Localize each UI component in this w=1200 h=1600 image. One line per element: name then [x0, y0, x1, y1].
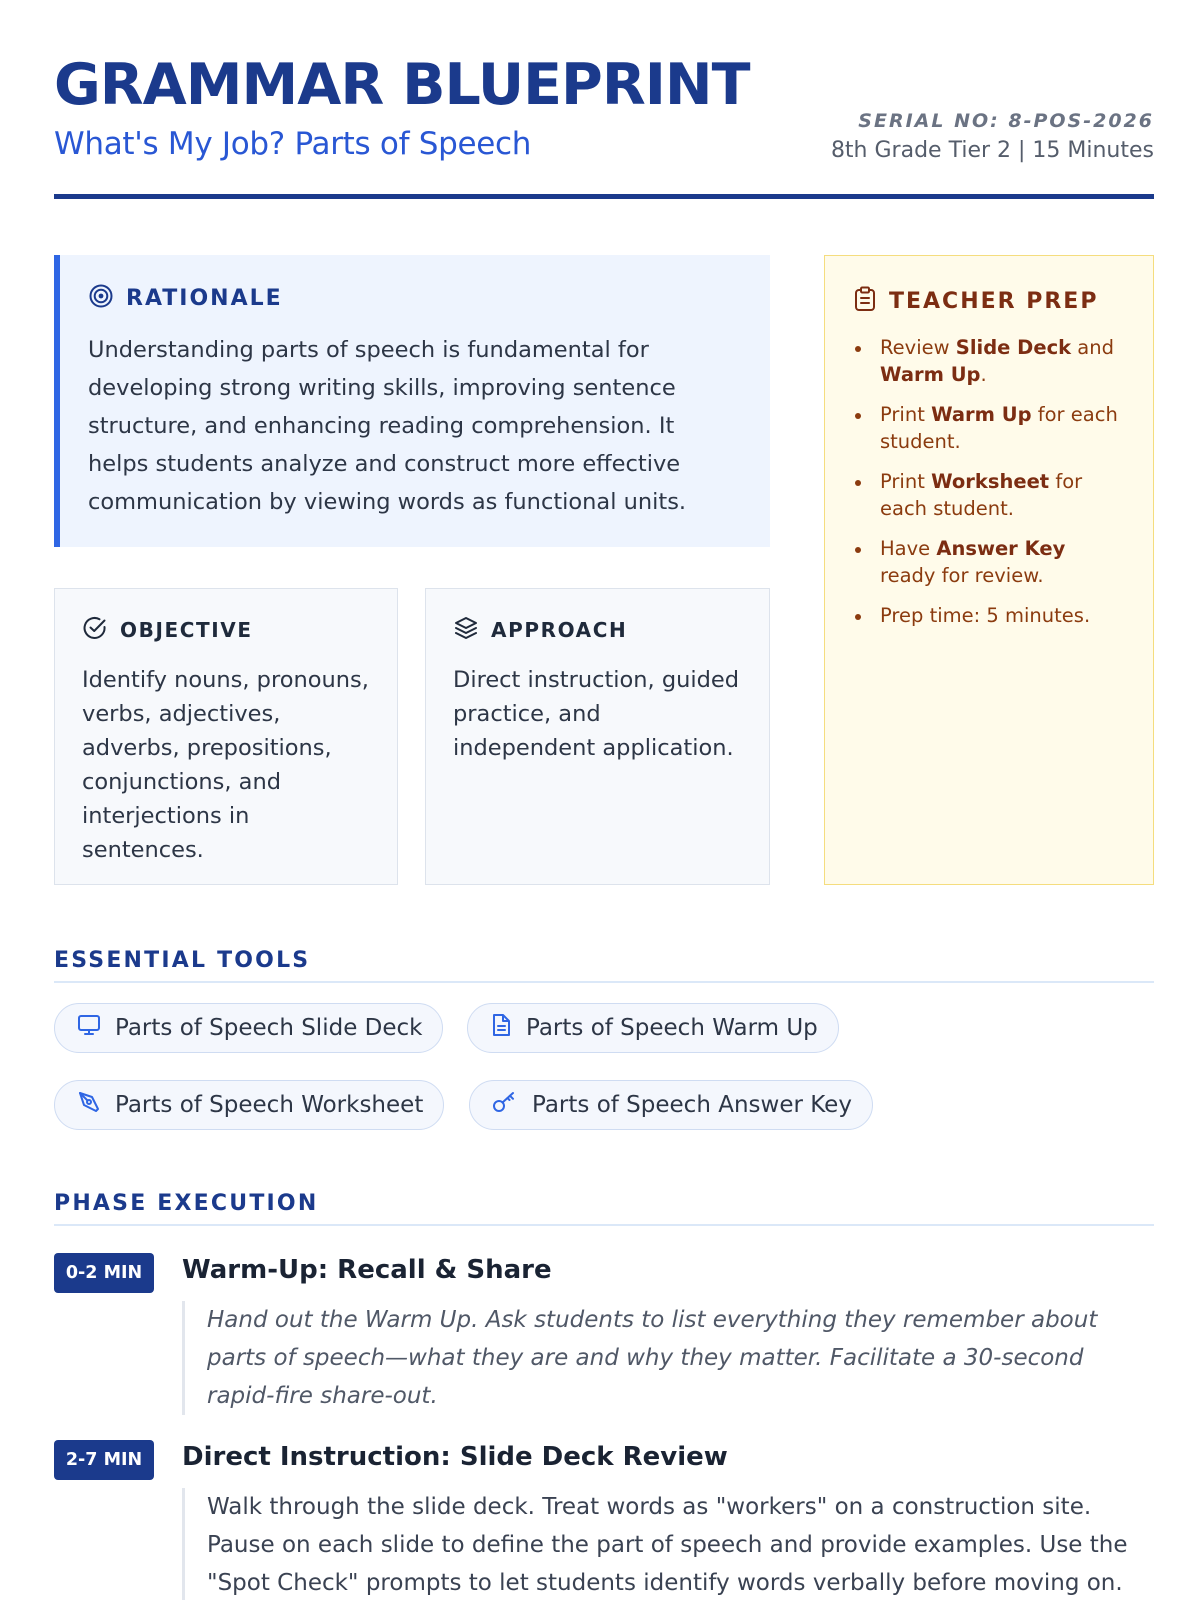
phase-execution-heading: PHASE EXECUTION: [54, 1191, 319, 1216]
page-subtitle: What's My Job? Parts of Speech: [54, 126, 532, 162]
phase-description: Hand out the Warm Up. Ask students to list everything they remember about parts of speech—what they are and why they matter. Facilitate a 30-second rapid-fire share-out.: [182, 1301, 1154, 1415]
header-divider: [54, 194, 1154, 199]
approach-card: [425, 588, 770, 885]
check-circle-icon: [82, 615, 108, 645]
tool-warm-up[interactable]: [467, 1003, 839, 1053]
phase-title: Warm-Up: Recall & Share: [182, 1255, 552, 1285]
prep-item: Have Answer Key ready for review.: [853, 535, 1125, 589]
clipboard-icon: [853, 286, 877, 316]
phase-title: Direct Instruction: Slide Deck Review: [182, 1442, 728, 1472]
monitor-icon: [77, 1013, 101, 1043]
tool-label: Parts of Speech Warm Up: [526, 1015, 818, 1041]
tool-label: Parts of Speech Worksheet: [115, 1092, 424, 1118]
page-title: GRAMMAR BLUEPRINT: [54, 52, 750, 118]
essential-tools-divider: [54, 981, 1154, 983]
phase-execution-divider: [54, 1224, 1154, 1226]
rationale-card: [54, 255, 770, 547]
tool-label: Parts of Speech Answer Key: [532, 1092, 852, 1118]
prep-item: Prep time: 5 minutes.: [853, 602, 1125, 629]
serial-number: SERIAL NO: 8-POS-2026: [858, 110, 1154, 132]
objective-card: [54, 588, 398, 885]
approach-text: Direct instruction, guided practice, and independent application.: [453, 667, 740, 761]
lesson-plan-page: [54, 0, 1154, 1600]
teacher-prep-title: TEACHER PREP: [889, 288, 1099, 314]
phase-time-badge: 0-2 MIN: [54, 1253, 154, 1293]
approach-title: APPROACH: [491, 618, 628, 642]
key-icon: [492, 1090, 518, 1120]
grade-and-duration: 8th Grade Tier 2 | 15 Minutes: [830, 138, 1154, 163]
teacher-prep-card: [824, 255, 1154, 885]
teacher-prep-list: [853, 334, 1125, 629]
prep-item: Review Slide Deck and Warm Up.: [853, 334, 1125, 388]
rationale-text: Understanding parts of speech is fundamental for developing strong writing skills, improving sentence structure, and enhancing reading comprehension. It helps students analyze and construct more effective communication by viewing words as functional units.: [88, 337, 687, 515]
phase-description: Walk through the slide deck. Treat words as "workers" on a construction site. Pause on each slide to define the part of speech and provide examples. Use the "Spot Check" prompts to let students identify words verbally before moving on.: [182, 1488, 1154, 1600]
tool-slide-deck[interactable]: [54, 1003, 443, 1053]
layers-icon: [453, 615, 479, 645]
tool-worksheet[interactable]: [54, 1080, 444, 1130]
pen-tool-icon: [77, 1090, 101, 1120]
prep-item: Print Worksheet for each student.: [853, 468, 1125, 522]
rationale-title: RATIONALE: [126, 285, 283, 311]
phase-time-badge: 2-7 MIN: [54, 1440, 154, 1480]
tool-answer-key[interactable]: [469, 1080, 873, 1130]
objective-text: Identify nouns, pronouns, verbs, adjectives, adverbs, prepositions, conjunctions, and interjections in sentences.: [82, 667, 369, 863]
document-icon: [490, 1013, 512, 1043]
header: [54, 52, 1154, 202]
essential-tools-heading: ESSENTIAL TOOLS: [54, 948, 311, 973]
prep-item: Print Warm Up for each student.: [853, 401, 1125, 455]
objective-title: OBJECTIVE: [120, 618, 253, 642]
target-icon: [88, 283, 114, 313]
tool-label: Parts of Speech Slide Deck: [115, 1015, 423, 1041]
